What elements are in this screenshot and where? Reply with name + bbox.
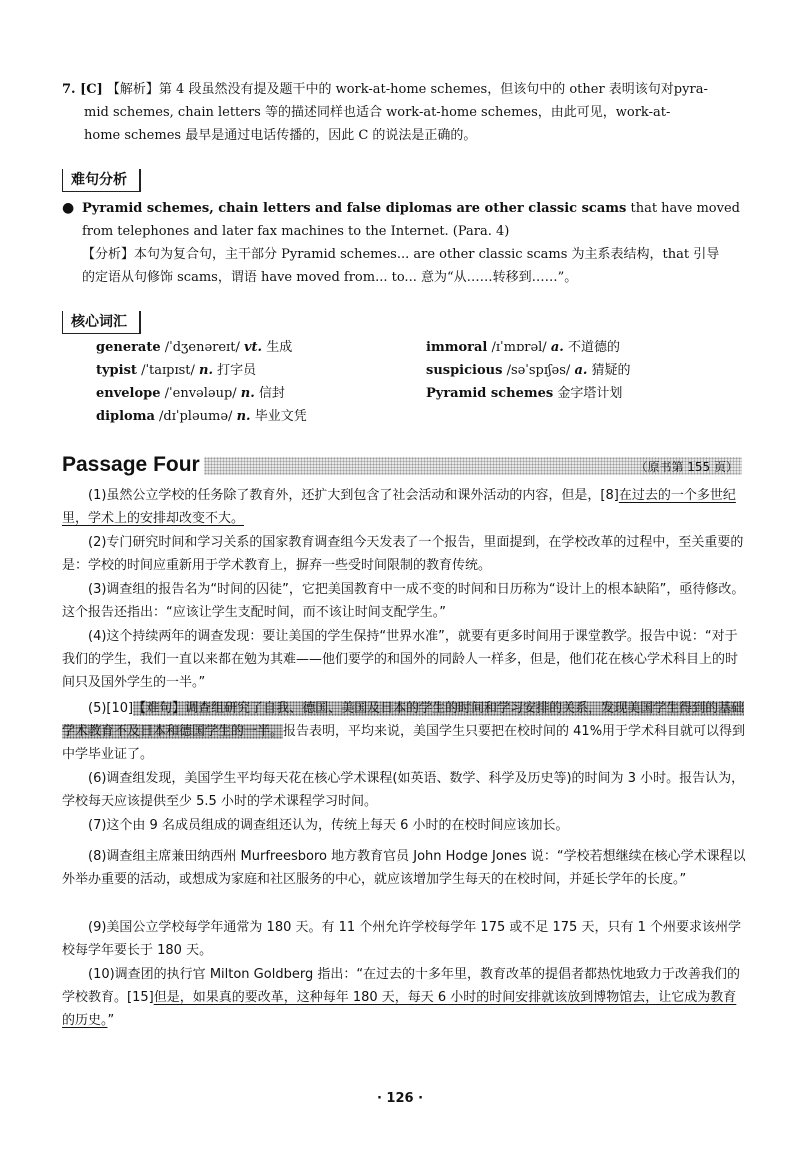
page-number: · 126 · [376,1091,424,1106]
difficult-sentence-block [62,197,752,289]
sentence-bold: Pyramid schemes, chain letters and false diplomas are other classic scams [82,201,627,216]
underlined-sentence-15: 但是，如果真的要改革，这种每年 180 天，每天 6 小时的时间安排就该放到博物馆去，让它成为教育的历史。 [62,990,737,1028]
passage-paragraph-4: (4)这个持续两年的调查发现：要让美国的学生保持“世界水准”，就要有更多时间用于课堂教学。报告中说：“对于我们的学生，我们一直以来都在勉为其难——他们要学的和国外的同龄人一样多，但是，他们花在核心学术科目上的时间只及国外学生的一半。” [62,629,739,690]
answer-explanation [62,78,752,147]
analysis-tag: 【解析】 [106,82,159,97]
passage-paragraph-9: (9)美国公立学校每学年通常为 180 天。有 11 个州允许学校每学年 175 或不足 175 天，只有 1 个州要求该州学校每学年要长于 180 天。 [62,920,741,958]
passage-paragraph-8: (8)调查组主席兼田纳西州 Murfreesboro 地方教育官员 John Hodge Jones 说：“学校若想继续在核心学术课程以外举办重要的活动，或想成为家庭和社区服务的中心，就应该增加学生每天的在校时间，并延长学年的长度。” [62,849,746,887]
difficult-sentence-heading: 难句分析 [62,169,141,192]
passage-header [62,452,742,478]
vocab-item: suspicious /səˈspɪʃəs/ a. 猜疑的 [426,363,631,378]
highlighted-difficult-sentence: 【难句】调查组研究了自我、德国、美国及日本的学生的时间和学习安排的关系，发现美国学生得到的基础学术教育不及日本和德国学生的一半。 [62,701,745,739]
vocab-left-column [96,336,307,428]
passage-paragraph-10: (10)调查团的执行官 Milton Goldberg 指出：“在过去的十多年里，教育改革的提倡者都热忱地致力于改善我们的学校教育。[15]但是，如果真的要改革，这种每年 180 天，每天 6 小时的时间安排就该放到博物馆去，让它成为教育的历史。” [62,967,741,1028]
page-reference: （原书第 155 页） [635,460,738,474]
passage-paragraph-5: (5)[10]【难句】调查组研究了自我、德国、美国及日本的学生的时间和学习安排的关系，发现美国学生得到的基础学术教育不及日本和德国学生的一半。报告表明，平均来说，美国学生只要把在校时间的 41%用于学术科目就可以得到中学毕业证了。 [62,701,746,762]
passage-paragraph-6: (6)调查组发现，美国学生平均每天花在核心学术课程(如英语、数学、科学及历史等)的时间为 3 小时。报告认为，学校每天应该提供至少 5.5 小时的学术课程学习时间。 [62,771,745,809]
vocab-right-column [426,336,631,405]
vocab-item: generate /ˈdʒenəreɪt/ vt. 生成 [96,340,293,355]
passage-paragraph-7: (7)这个由 9 名成员组成的调查组还认为，传统上每天 6 小时的在校时间应该加长。 [88,818,569,833]
passage-title: Passage Four [62,453,200,476]
sentence-rest: that have moved from telephones and later fax machines to the Internet. (Para. 4) [82,201,740,239]
answer-line-2: mid schemes, chain letters 等的描述同样也适合 work-at-home schemes，由此可见，work-at- [84,105,671,120]
vocab-item: Pyramid schemes 金字塔计划 [426,386,623,401]
vocab-item: diploma /dɪˈpləumə/ n. 毕业文凭 [96,409,307,424]
vocab-item: immoral /ɪˈmɒrəl/ a. 不道德的 [426,340,620,355]
passage-paragraph-1: (1)虽然公立学校的任务除了教育外，还扩大到包含了社会活动和课外活动的内容，但是，[8]在过去的一个多世纪里，学术上的安排却改变不大。 [62,488,736,526]
core-vocab-heading: 核心词汇 [62,311,141,334]
answer-line-1: 第 4 段虽然没有提及题干中的 work-at-home schemes，但该句中的 other 表明该句对pyra- [158,82,708,97]
answer-line-3: home schemes 最早是通过电话传播的，因此 C 的说法是正确的。 [84,128,477,143]
sentence-analysis-1: 【分析】本句为复合句，主干部分 Pyramid schemes... are other classic scams 为主系表结构，that 引导 [82,247,720,262]
answer-label: 7. [C] [62,82,103,97]
passage-paragraph-3: (3)调查组的报告名为“时间的囚徒”，它把美国教育中一成不变的时间和日历称为“设计上的根本缺陷”，亟待修改。这个报告还指出：“应该让学生支配时间，而不该让时间支配学生。” [62,582,745,620]
vocab-item: envelope /ˈenvələup/ n. 信封 [96,386,285,401]
sentence-analysis-2: 的定语从句修饰 scams，谓语 have moved from... to... 意为“从……转移到……”。 [82,270,578,285]
vocab-item: typist /ˈtaɪpɪst/ n. 打字员 [96,363,257,378]
underlined-sentence-8: 在过去的一个多世纪里，学术上的安排却改变不大。 [62,488,736,526]
bullet-icon: ● [62,200,75,216]
passage-paragraph-2: (2)专门研究时间和学习关系的国家教育调查组今天发表了一个报告，里面提到，在学校改革的过程中，至关重要的是：学校的时间应重新用于学术教育上，摒弃一些受时间限制的教育传统。 [62,535,744,573]
